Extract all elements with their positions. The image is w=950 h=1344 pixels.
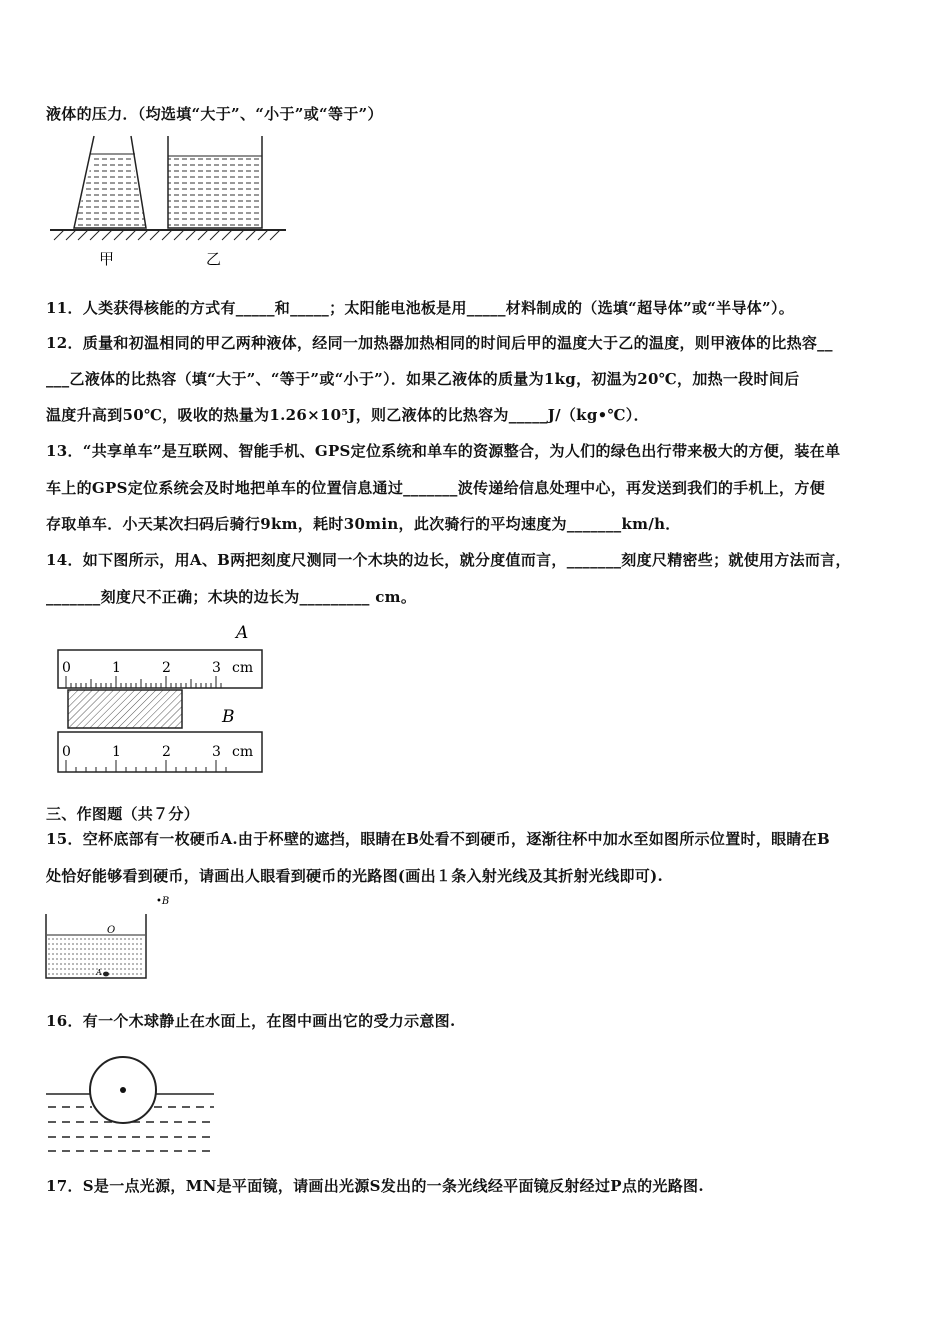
section-3-heading: 三、作图题（共７分） [46,805,200,823]
ruler-b-tick-2: 2 [162,744,171,760]
question-11: 11．人类获得核能的方式有_____和_____；太阳能电池板是用_____材料制成的（选填“超导体”或“半导体”）。 [46,299,795,317]
rulers-figure [56,620,266,776]
question-17: 17．S是一点光源，MN是平面镜，请画出光源S发出的一条光线经平面镜反射经过P点的光路图. [46,1177,704,1195]
cup-figure [44,892,184,984]
ruler-a-tick-1: 1 [112,660,121,676]
ruler-b-tick-0: 0 [62,744,71,760]
eye-point-b: •B [156,896,170,907]
label-yi: 乙 [206,250,222,268]
question-13-line-2: 车上的GPS定位系统会及时地把单车的位置信息通过_______波传递给信息处理中心，再发送到我们的手机上，方便 [46,479,825,497]
floating-ball-figure [46,1050,216,1154]
ruler-a-tick-3: 3 [212,660,221,676]
coin-a-label: A [96,968,102,977]
label-jia: 甲 [99,250,115,268]
question-13-line-1: 13．“共享单车”是互联网、智能手机、GPS定位系统和单车的资源整合，为人们的绿色出行带来极大的方便，装在单 [46,442,841,460]
containers-figure [46,132,296,272]
ruler-b-label: B [222,707,235,727]
question-14-line-1: 14．如下图所示，用A、B两把刻度尺测同一个木块的边长，就分度值而言，_______刻度尺精密些；就使用方法而言， [46,551,851,569]
ruler-b-tick-1: 1 [112,744,121,760]
ruler-a-tick-0: 0 [62,660,71,676]
question-15-line-1: 15．空杯底部有一枚硬币A.由于杯壁的遮挡，眼睛在B处看不到硬币，逐渐往杯中加水至如图所示位置时，眼睛在B [46,830,830,848]
ball-center-dot [120,1087,126,1093]
question-12-line-3: 温度升高到50℃，吸收的热量为1.26×10⁵J，则乙液体的比热容为_____J/（kg•℃）． [46,406,649,424]
ruler-a-unit: cm [232,660,254,676]
question-14-line-2: _______刻度尺不正确；木块的边长为_________ cm。 [46,588,417,606]
question-12-line-1: 12．质量和初温相同的甲乙两种液体，经同一加热器加热相同的时间后甲的温度大于乙的温度，则甲液体的比热容__ [46,334,833,352]
question-12-line-2: ___乙液体的比热容（填“大于”、“等于”或“小于”）．如果乙液体的质量为1kg，初温为20℃，加热一段时间后 [46,370,800,388]
coin-a [103,972,109,977]
question-13-line-3: 存取单车．小天某次扫码后骑行9km，耗时30min，此次骑行的平均速度为_______km/h． [46,515,681,533]
ruler-b-unit: cm [232,744,254,760]
ruler-a-label: A [236,623,249,643]
question-10-tail: 液体的压力．（均选填“大于”、“小于”或“等于”） [46,105,383,123]
ruler-a-tick-2: 2 [162,660,171,676]
question-16: 16．有一个木球静止在水面上，在图中画出它的受力示意图. [46,1012,456,1030]
point-o-label: O [107,925,116,936]
question-15-line-2: 处恰好能够看到硬币，请画出人眼看到硬币的光路图(画出１条入射光线及其折射光线即可). [46,867,664,885]
ruler-b-tick-3: 3 [212,744,221,760]
